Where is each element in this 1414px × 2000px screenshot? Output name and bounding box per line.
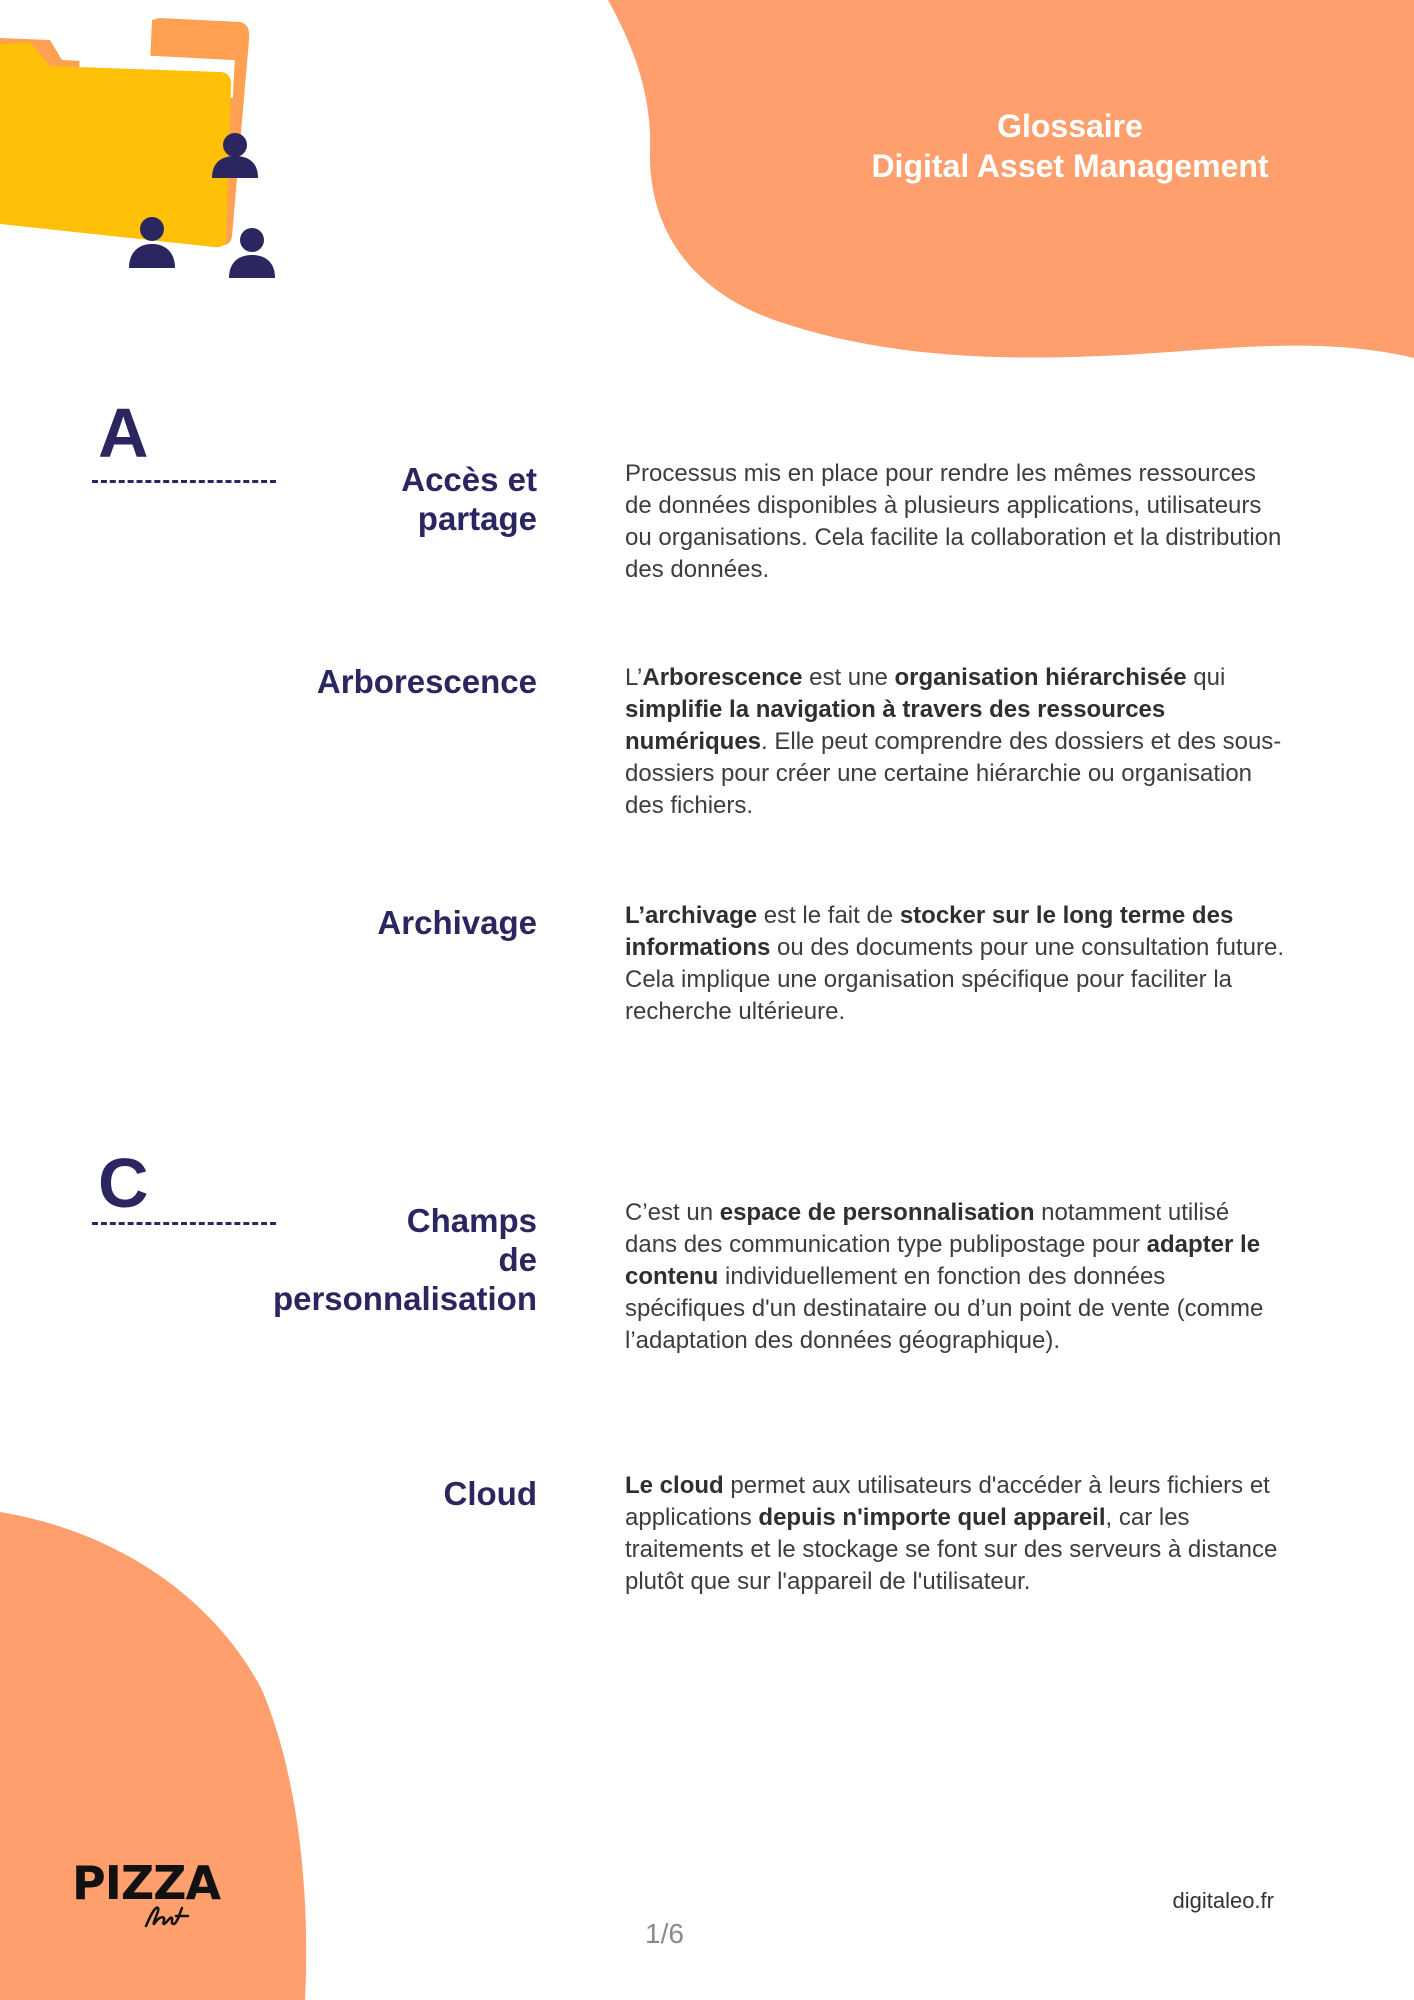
- definition-bold-run: stocker sur le long terme des informations: [625, 902, 1234, 961]
- definition-text-run: est une: [802, 664, 895, 691]
- definition-text-run: notamment utilisé dans des communication type publipostage pour: [625, 1199, 1230, 1258]
- term-line: de: [498, 1241, 537, 1278]
- term-line: Accès et: [401, 461, 537, 498]
- definition-bold-run: espace de personnalisation: [719, 1199, 1035, 1226]
- term-acces-et-partage: [401, 460, 537, 538]
- section-divider-c: [92, 1222, 276, 1225]
- definition-cloud: [625, 1470, 1285, 1598]
- definition-text-run: . Elle peut comprendre des dossiers et des sous-dossiers pour créer une certaine hiérarchie ou organisation des fichiers.: [625, 728, 1282, 819]
- term-line: personnalisation: [272, 1280, 537, 1317]
- footer-website: digitaleo.fr: [1172, 1888, 1274, 1913]
- term-arborescence: Arborescence: [316, 663, 537, 700]
- definition-bold-run: L’archivage: [625, 902, 758, 929]
- definition-text-run: permet aux utilisateurs d'accéder à leurs fichiers et applications: [625, 1472, 1270, 1531]
- section-letter-c: C: [98, 1144, 149, 1222]
- definition-text-run: , car les traitements et le stockage se font sur des serveurs à distance plutôt que sur l'appareil de l'utilisateur.: [625, 1504, 1278, 1595]
- document-title: [760, 106, 1380, 186]
- folder-icon: [0, 0, 300, 300]
- definition-bold-run: Le cloud: [625, 1472, 724, 1499]
- definition-bold-run: organisation hiérarchisée: [894, 664, 1187, 691]
- definition-bold-run: adapter le contenu: [625, 1231, 1261, 1290]
- definition-text-run: L’: [625, 664, 643, 691]
- pizza-hut-logo: [72, 1858, 252, 1928]
- definition-text-run: qui: [1186, 664, 1226, 691]
- user-icon: [229, 228, 275, 278]
- term-line: Champs: [406, 1202, 537, 1239]
- term-line: partage: [417, 500, 537, 537]
- term-cloud: Cloud: [443, 1475, 537, 1512]
- title-line-1: Glossaire: [997, 108, 1143, 144]
- definition-acces-et-partage: [625, 458, 1285, 586]
- logo-script: [140, 1902, 200, 1932]
- definition-text-run: C’est un: [625, 1199, 720, 1226]
- definition-archivage: [625, 900, 1285, 1028]
- title-line-2: Digital Asset Management: [871, 148, 1269, 184]
- term-archivage: Archivage: [377, 904, 537, 941]
- definition-text-run: Processus mis en place pour rendre les mêmes ressources de données disponibles à plusieurs applications, utilisateurs ou organisations. Cela facilite la collaboration et la distribution des données.: [625, 460, 1282, 583]
- definition-bold-run: simplifie la navigation à travers des ressources numériques: [625, 696, 1166, 755]
- definition-text-run: individuellement en fonction des données spécifiques d'un destinataire ou d’un point de vente (comme l’adaptation des données géographique).: [625, 1263, 1264, 1354]
- page-number: 1/6: [645, 1918, 684, 1949]
- definition-bold-run: depuis n'importe quel appareil: [758, 1504, 1106, 1531]
- definition-champs-de-personnalisation: [625, 1197, 1285, 1357]
- definition-arborescence: [625, 662, 1285, 822]
- section-divider-a: [92, 480, 276, 483]
- definition-bold-run: Arborescence: [642, 664, 803, 691]
- logo-wordmark: PIZZA: [72, 1856, 221, 1910]
- definition-text-run: ou des documents pour une consultation future. Cela implique une organisation spécifique pour faciliter la recherche ultérieure.: [625, 934, 1285, 1025]
- term-champs-de-personnalisation: [273, 1201, 537, 1318]
- section-letter-a: A: [98, 394, 149, 472]
- definition-text-run: est le fait de: [757, 902, 900, 929]
